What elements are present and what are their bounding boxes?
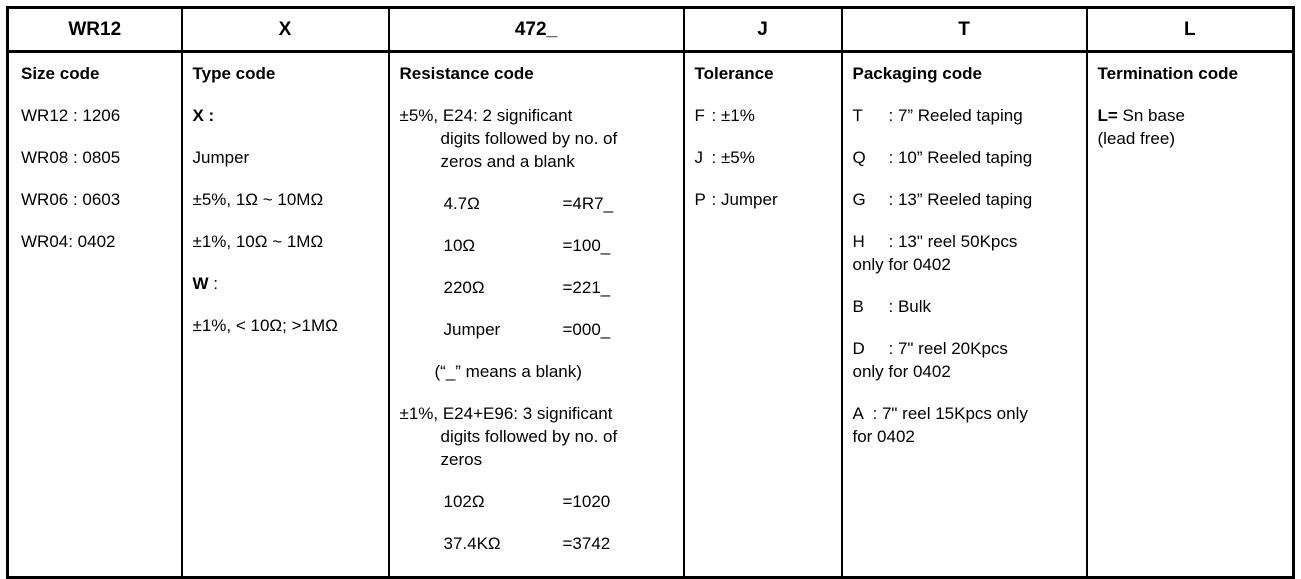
tolerance-letter: P [694,190,706,209]
example-value: =4R7_ [562,194,614,213]
tolerance-title: Tolerance [694,64,774,83]
type-w-range: ±1%, < 10Ω; >1MΩ [192,316,338,335]
size-code-item: WR04: 0402 [21,232,116,251]
resistance-example [400,192,677,215]
packaging-value: : 7” Reeled taping [888,106,1023,125]
example-value: =1020 [562,492,611,511]
type-w-label [193,272,382,295]
packaging-code-cell [842,52,1087,578]
tolerance-item [695,146,835,169]
tolerance-letter: F [694,106,705,125]
size-code-title: Size code [21,64,100,83]
tolerance-value: : ±1% [711,106,755,125]
packaging-item [853,337,1080,383]
rule-line: ±1%, E24+E96: 3 significant [399,404,613,423]
code-cell-resistance: 472_ [389,8,684,52]
example-label: 4.7Ω [443,194,480,213]
tolerance-cell [684,52,842,578]
packaging-value: : 7" reel 20Kpcs [888,339,1008,358]
termination-desc: Sn base [1117,106,1185,125]
resistance-code-title: Resistance code [399,64,534,83]
packaging-value: : 7" reel 15Kpcs only [872,404,1028,423]
size-code-cell [8,52,182,578]
type-w-colon: : [208,274,218,293]
example-value: =000_ [562,320,611,339]
termination-title: Termination code [1097,64,1238,83]
termination-line1 [1098,104,1287,127]
termination-line2: (lead free) [1097,129,1175,148]
type-code-cell [182,52,389,578]
type-code-title: Type code [192,64,276,83]
packaging-item [853,402,1080,448]
code-cell-size: WR12 [8,8,182,52]
packaging-item [853,295,1080,318]
tolerance-value: : ±5% [711,148,755,167]
packaging-letter: Q [852,148,866,167]
packaging-item [853,230,1080,276]
resistance-rule-1pct [400,402,677,471]
tolerance-item [695,188,835,211]
example-value: =221_ [562,278,611,297]
example-label: 37.4KΩ [443,534,501,553]
packaging-item [853,146,1080,169]
type-w-letter: W [192,274,209,293]
packaging-letter: T [852,106,863,125]
packaging-value: : 10” Reeled taping [888,148,1033,167]
resistance-rule-5pct [400,104,677,173]
description-row [8,52,1294,578]
termination-letter: L= [1097,106,1118,125]
example-label: 102Ω [443,492,485,511]
example-label: Jumper [443,320,501,339]
code-cell-tolerance: J [684,8,842,52]
example-label: 220Ω [443,278,485,297]
resistance-example [400,276,677,299]
packaging-letter: D [852,339,865,358]
packaging-value: : Bulk [888,297,932,316]
resistance-example [400,532,677,555]
packaging-value-cont: only for 0402 [852,362,951,381]
packaging-letter: H [852,232,865,251]
packaging-letter: B [852,297,864,316]
resistance-example [400,318,677,341]
example-label: 10Ω [443,236,476,255]
example-value: =100_ [562,236,611,255]
packaging-value-cont: for 0402 [852,427,915,446]
size-code-item: WR06 : 0603 [21,190,121,209]
rule-line: zeros and a blank [440,152,575,171]
resistance-example [400,490,677,513]
code-cell-packaging: T [842,8,1087,52]
size-code-item: WR08 : 0805 [21,148,121,167]
tolerance-value: : Jumper [711,190,778,209]
tolerance-letter: J [694,148,703,167]
code-row [8,8,1294,52]
type-x-desc: Jumper [192,148,250,167]
size-code-item: WR12 : 1206 [21,106,121,125]
packaging-value-cont: only for 0402 [852,255,951,274]
packaging-value: : 13" reel 50Kpcs [888,232,1018,251]
packaging-title: Packaging code [852,64,982,83]
termination-code-cell [1087,52,1294,578]
example-value: =3742 [562,534,611,553]
type-x-label: X : [192,106,215,125]
resistance-code-cell [389,52,684,578]
packaging-item [853,188,1080,211]
type-range-1pct: ±1%, 10Ω ~ 1MΩ [192,232,324,251]
tolerance-item [695,104,835,127]
packaging-item [853,104,1080,127]
resistance-example [400,234,677,257]
rule-line: digits followed by no. of [440,427,618,446]
packaging-value: : 13” Reeled taping [888,190,1033,209]
type-range-5pct: ±5%, 1Ω ~ 10MΩ [192,190,324,209]
code-cell-type: X [182,8,389,52]
rule-line: zeros [440,450,483,469]
rule-line: ±5%, E24: 2 significant [399,106,573,125]
packaging-letter: G [852,190,866,209]
part-number-table [6,6,1295,579]
resistance-blank-note: (“_” means a blank) [434,362,582,381]
rule-line: digits followed by no. of [440,129,618,148]
packaging-letter: A [852,404,864,423]
code-cell-termination: L [1087,8,1294,52]
